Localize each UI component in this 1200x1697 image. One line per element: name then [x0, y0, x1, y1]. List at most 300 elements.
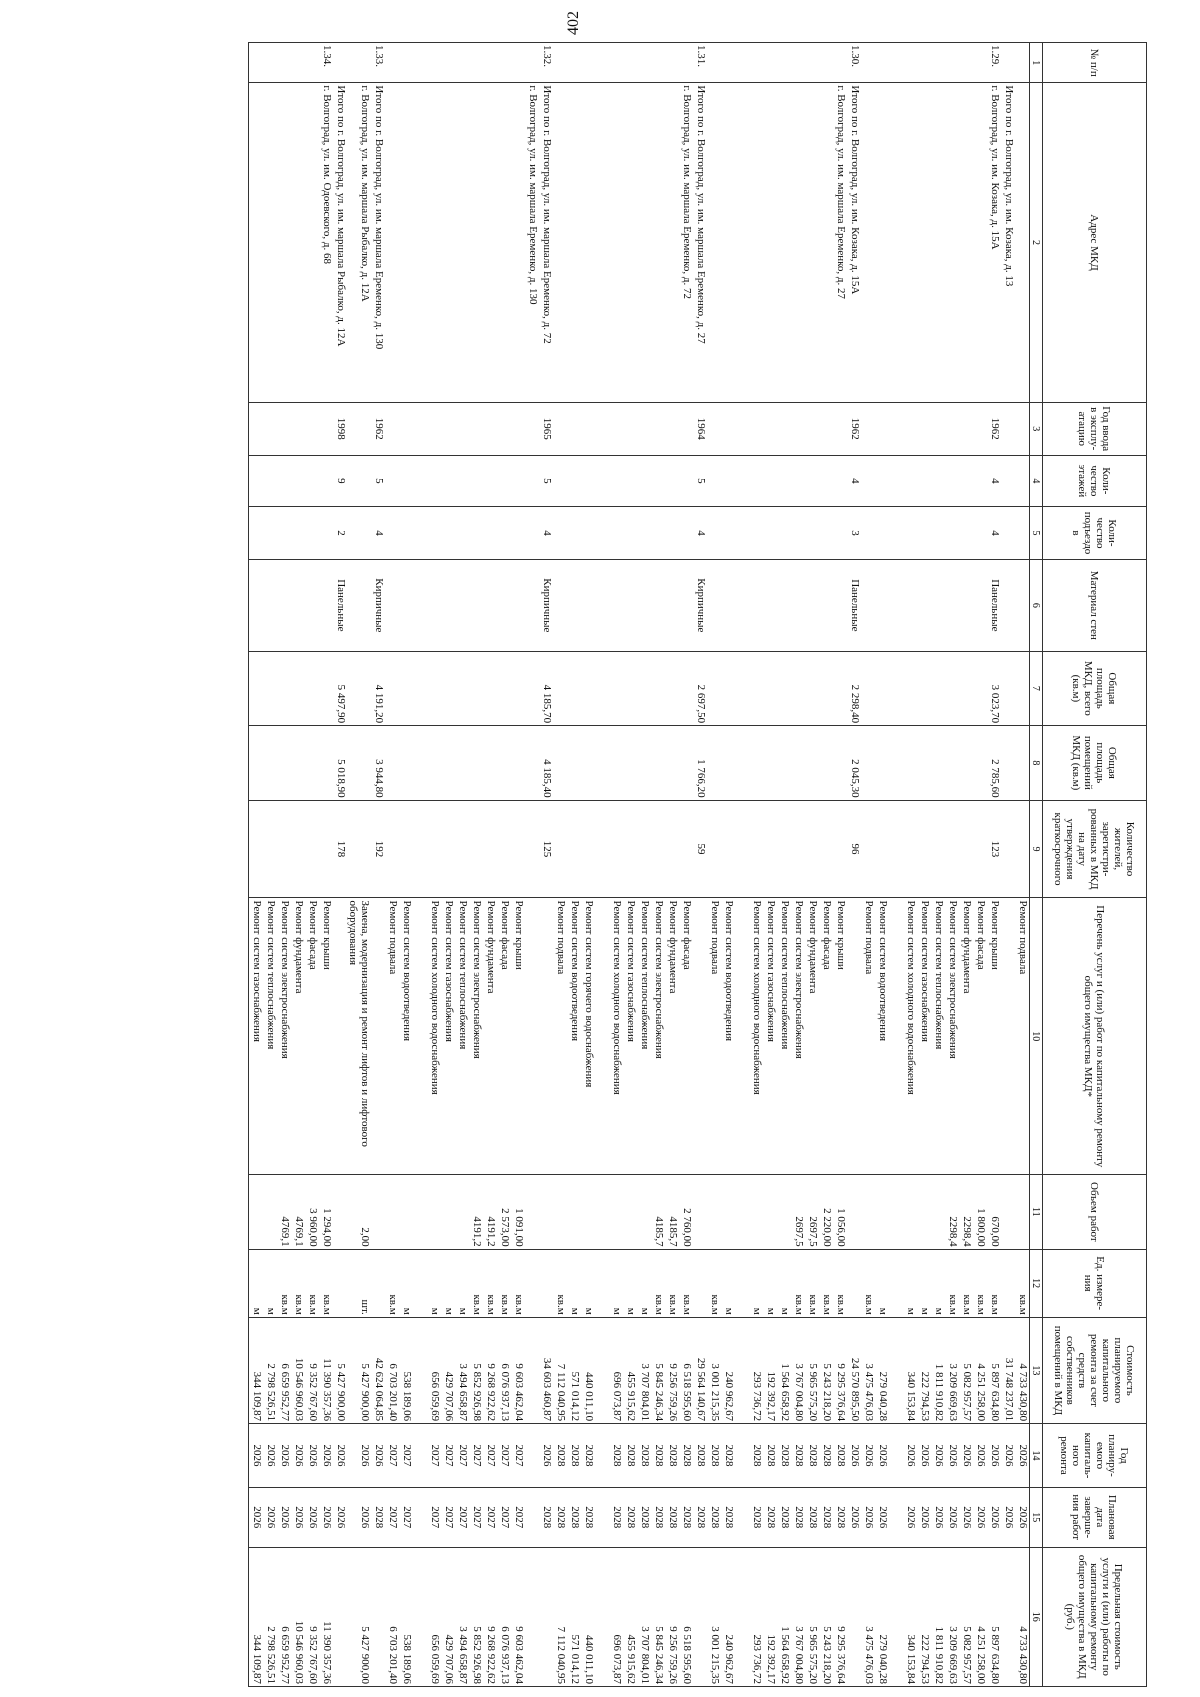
table-row — [385, 43, 553, 1687]
work-cost: 3 707 804,01 — [639, 1363, 651, 1422]
work-volume — [249, 1177, 263, 1246]
work-limit: 279 040,28 — [877, 1634, 889, 1684]
work-limit — [539, 1550, 553, 1684]
work-year: 2028 — [653, 1444, 665, 1467]
work-volume-cell — [861, 1175, 1001, 1249]
col-number: 11 — [1030, 1175, 1043, 1249]
work-year: 2028 — [709, 1444, 721, 1467]
work-name-cell — [385, 898, 553, 1175]
area-rooms: 2 045,30 — [707, 726, 861, 800]
work-unit: кв.м — [975, 1294, 987, 1315]
work-unit-cell — [249, 1249, 334, 1317]
work-cost — [889, 1320, 903, 1421]
year-built: 1965 — [385, 402, 553, 455]
work-end-date: 2026 — [905, 1506, 917, 1529]
wall-material: Кирпичные — [385, 560, 553, 652]
work-unit-cell — [861, 1249, 1001, 1317]
work-year: 2027 — [443, 1444, 455, 1467]
work-year: 2028 — [765, 1444, 777, 1467]
work-volume — [917, 1177, 931, 1246]
work-cost: 34 603 460,87 — [541, 1357, 553, 1422]
work-end-date: 2026 — [933, 1506, 945, 1529]
work-cost: 5 427 900,00 — [335, 1363, 347, 1422]
work-name: Ремонт фасада — [499, 900, 511, 970]
work-year: 2026 — [251, 1444, 263, 1467]
work-name: Ремонт систем теплоснабжения — [779, 900, 791, 1050]
area-total — [1001, 651, 1030, 725]
work-name: Ремонт фундамента — [807, 900, 819, 994]
entrances-count: 4 — [553, 506, 707, 559]
work-name: Ремонт систем холодного водоснабжения — [611, 900, 623, 1095]
work-name: Ремонт фасада — [681, 900, 693, 970]
work-year: 2026 — [321, 1444, 333, 1467]
col-header-10: Перечень услуг и (или) работ по капитальному ремонту общего имущества МКД* — [1043, 898, 1147, 1175]
residents-count: 192 — [347, 800, 385, 898]
work-name: Ремонт систем теплоснабжения — [265, 900, 277, 1050]
col-header-8: Общая площадь помещений МКД (кв.м) — [1043, 726, 1147, 800]
work-cost: 340 153,84 — [905, 1371, 917, 1422]
work-volume — [333, 1177, 347, 1246]
work-year: 2028 — [807, 1444, 819, 1467]
work-end-date: 2028 — [695, 1506, 707, 1529]
work-end-date: 2026 — [321, 1506, 333, 1529]
work-volume — [553, 1177, 567, 1246]
work-volume — [847, 1177, 861, 1246]
work-limit: 240 962,67 — [723, 1634, 735, 1684]
address-line: Итого по г. Волгоград, ул. им. Козака, д. 15А — [849, 85, 861, 295]
work-year: 2026 — [863, 1444, 875, 1467]
work-limit: 6 076 937,13 — [499, 1626, 511, 1684]
work-volume-cell — [385, 1175, 553, 1249]
work-volume — [441, 1177, 455, 1246]
work-year: 2027 — [499, 1444, 511, 1467]
work-limit: 3 001 215,35 — [709, 1626, 721, 1684]
work-unit: кв.м — [471, 1294, 483, 1315]
work-limit — [595, 1550, 609, 1684]
work-year-cell — [861, 1424, 1001, 1488]
residents-count: 59 — [553, 800, 707, 898]
work-unit: кв.м — [863, 1294, 875, 1315]
work-end-date: 2026 — [1003, 1506, 1015, 1529]
work-year: 2027 — [387, 1444, 399, 1467]
work-name: Ремонт систем водоотведения — [723, 900, 735, 1042]
work-limit: 5 427 900,00 — [359, 1626, 371, 1684]
work-end-date: 2026 — [961, 1506, 973, 1529]
work-name: Ремонт фасада — [821, 900, 833, 970]
work-volume — [693, 1177, 707, 1246]
area-total: 4 185,70 — [385, 651, 553, 725]
table-row — [1001, 43, 1030, 1687]
work-volume — [595, 1177, 609, 1246]
work-end-date-cell — [553, 1487, 707, 1547]
work-year: 2026 — [989, 1444, 1001, 1467]
work-name: Ремонт крыши — [321, 900, 333, 970]
work-name: Ремонт фундамента — [485, 900, 497, 994]
work-volume: 1 294,00 — [321, 1208, 333, 1247]
work-end-date: 2026 — [293, 1506, 305, 1529]
work-volume — [903, 1177, 917, 1246]
wall-material: Панельные — [861, 560, 1001, 652]
work-name: Ремонт крыши — [513, 900, 525, 970]
work-cost — [735, 1320, 749, 1421]
work-name: Ремонт систем холодного водоснабжения — [905, 900, 917, 1095]
work-limit: 571 014,12 — [569, 1634, 581, 1684]
work-limit: 9 603 462,04 — [513, 1626, 525, 1684]
col-header-14: Год планиру-емого капиталь-ного ремонта — [1043, 1424, 1147, 1488]
col-header-5: Коли-чество подъездо в — [1043, 506, 1147, 559]
work-name: Ремонт систем газоснабжения — [919, 900, 931, 1042]
work-volume — [707, 1177, 721, 1246]
work-volume — [931, 1177, 945, 1246]
work-cost: 9 352 767,60 — [307, 1363, 319, 1422]
work-limit: 5 082 957,57 — [961, 1626, 973, 1684]
col-header-7: Общая площадь МКД, всего (кв.м) — [1043, 651, 1147, 725]
work-limit: 3 494 658,87 — [457, 1626, 469, 1684]
work-cost: 440 011,10 — [583, 1372, 595, 1422]
work-year: 2028 — [667, 1444, 679, 1467]
work-year: 2028 — [793, 1444, 805, 1467]
work-limit: 696 073,87 — [611, 1634, 623, 1684]
work-end-date: 2026 — [989, 1506, 1001, 1529]
work-year: 2026 — [1017, 1444, 1029, 1467]
year-built: 1998 — [333, 402, 347, 455]
work-end-date: 2027 — [443, 1506, 455, 1529]
work-year: 2026 — [335, 1444, 347, 1467]
work-name — [371, 900, 385, 1172]
col-number: 1 — [1030, 43, 1043, 83]
work-end-date: 2027 — [457, 1506, 469, 1529]
work-year: 2026 — [373, 1444, 385, 1467]
work-year: 2026 — [293, 1444, 305, 1467]
work-limit-cell — [347, 1547, 385, 1686]
floors-count — [249, 455, 334, 506]
capital-repair-table — [248, 42, 1147, 1687]
work-cost: 42 624 064,85 — [373, 1357, 385, 1422]
work-limit: 192 392,17 — [765, 1634, 777, 1684]
work-cost: 9 603 462,04 — [513, 1363, 525, 1422]
work-limit: 9 352 767,60 — [307, 1626, 319, 1684]
col-header-4: Коли-чество этажей — [1043, 455, 1147, 506]
work-volume: 4185,7 — [653, 1216, 665, 1247]
floors-count: 5 — [385, 455, 553, 506]
address-line: Итого по г. Волгоград, ул. им. маршала Еременко, д. 130 — [373, 85, 385, 350]
work-unit: м — [457, 1307, 469, 1315]
work-limit-cell — [333, 1547, 347, 1686]
work-limit: 538 189,06 — [401, 1634, 413, 1684]
work-end-date: 2028 — [667, 1506, 679, 1529]
year-built: 1962 — [347, 402, 385, 455]
work-unit — [735, 1252, 749, 1315]
work-end-date: 2028 — [723, 1506, 735, 1529]
work-end-date: 2028 — [779, 1506, 791, 1529]
work-end-date: 2028 — [793, 1506, 805, 1529]
work-end-date: 2028 — [639, 1506, 651, 1529]
page-number: 402 — [565, 11, 582, 35]
work-unit: м — [919, 1307, 931, 1315]
address-line: г. Волгоград, ул. им. маршала Рыбалко, д. 12А — [359, 85, 371, 302]
work-name-cell — [861, 898, 1001, 1175]
work-unit: кв.м — [1017, 1294, 1029, 1315]
work-name: Ремонт систем теплоснабжения — [457, 900, 469, 1050]
work-limit — [1001, 1550, 1015, 1684]
work-cost: 344 109,87 — [251, 1371, 263, 1422]
work-end-date-cell — [385, 1487, 553, 1547]
work-cost-cell — [553, 1317, 707, 1423]
row-number: 1.33. — [347, 43, 385, 83]
work-cost: 24 570 895,50 — [849, 1357, 861, 1422]
work-cost — [525, 1320, 539, 1421]
work-unit: м — [779, 1307, 791, 1315]
work-limit: 3 767 004,80 — [793, 1626, 805, 1684]
work-cost: 7 112 040,95 — [555, 1363, 567, 1422]
work-volume — [455, 1177, 469, 1246]
work-limit — [889, 1550, 903, 1684]
work-name: Ремонт систем холодного водоснабжения — [751, 900, 763, 1095]
work-name: Ремонт фундамента — [961, 900, 973, 994]
work-volume — [749, 1177, 763, 1246]
col-number: 16 — [1030, 1547, 1043, 1686]
address-cell — [553, 83, 707, 402]
floors-count: 4 — [707, 455, 861, 506]
work-end-date: 2027 — [401, 1506, 413, 1529]
work-unit: м — [625, 1307, 637, 1315]
work-limit: 340 153,84 — [905, 1634, 917, 1684]
col-number: 13 — [1030, 1317, 1043, 1423]
entrances-count: 4 — [385, 506, 553, 559]
work-year: 2028 — [639, 1444, 651, 1467]
table-row — [249, 43, 334, 1687]
work-cost — [413, 1320, 427, 1421]
work-year — [889, 1426, 903, 1485]
work-year: 2028 — [751, 1444, 763, 1467]
work-end-date: 2028 — [611, 1506, 623, 1529]
work-end-date-cell — [333, 1487, 347, 1547]
address-line: г. Волгоград, ул. им. Одоевского, д. 68 — [321, 85, 333, 264]
work-end-date: 2028 — [583, 1506, 595, 1529]
row-number: 1.30. — [707, 43, 861, 83]
work-unit: м — [639, 1307, 651, 1315]
work-cost: 538 189,06 — [401, 1371, 413, 1422]
work-limit: 6 518 595,60 — [681, 1626, 693, 1684]
work-volume — [763, 1177, 777, 1246]
work-unit — [889, 1252, 903, 1315]
work-volume-cell — [1001, 1175, 1030, 1249]
work-cost: 571 014,12 — [569, 1371, 581, 1422]
table-row — [861, 43, 1001, 1687]
work-limit: 10 546 960,03 — [293, 1620, 305, 1684]
work-volume — [427, 1177, 441, 1246]
area-rooms: 4 185,40 — [385, 726, 553, 800]
address-line: г. Волгоград, ул. им. маршала Еременко, д. 72 — [681, 85, 693, 300]
address-cell — [333, 83, 347, 402]
work-year: 2028 — [779, 1444, 791, 1467]
work-name-cell — [249, 898, 334, 1175]
work-limit: 5 897 634,80 — [989, 1626, 1001, 1684]
col-number: 3 — [1030, 402, 1043, 455]
work-year: 2026 — [359, 1444, 371, 1467]
col-number: 14 — [1030, 1424, 1043, 1488]
area-total: 2 298,40 — [707, 651, 861, 725]
col-header-3: Год ввода в эксплу-атацию — [1043, 402, 1147, 455]
work-volume: 2697,5 — [793, 1216, 805, 1247]
work-end-date: 2026 — [947, 1506, 959, 1529]
work-year: 2028 — [681, 1444, 693, 1467]
work-year: 2028 — [611, 1444, 623, 1467]
work-cost: 240 962,67 — [723, 1371, 735, 1422]
work-limit: 656 059,69 — [429, 1634, 441, 1684]
work-year: 2026 — [919, 1444, 931, 1467]
work-volume — [385, 1177, 399, 1246]
residents-count — [1001, 800, 1030, 898]
work-year: 2028 — [821, 1444, 833, 1467]
work-cost: 5 852 926,98 — [471, 1363, 483, 1422]
work-unit: кв.м — [709, 1294, 721, 1315]
work-limit: 4 733 430,80 — [1017, 1626, 1029, 1684]
work-year — [413, 1426, 427, 1485]
work-name — [847, 900, 861, 1172]
work-volume — [889, 1177, 903, 1246]
work-end-date-cell — [249, 1487, 334, 1547]
entrances-count — [1001, 506, 1030, 559]
work-cost: 31 748 237,01 — [1003, 1357, 1015, 1422]
work-limit: 6 703 201,40 — [387, 1626, 399, 1684]
work-unit: шт. — [359, 1299, 371, 1315]
work-unit: кв.м — [279, 1294, 291, 1315]
work-cost: 293 736,72 — [751, 1371, 763, 1422]
work-name: Ремонт систем электроснабжения — [947, 900, 959, 1059]
table-row — [347, 43, 385, 1687]
area-total: 4 191,20 — [347, 651, 385, 725]
work-volume: 2,00 — [359, 1227, 371, 1247]
work-year: 2028 — [695, 1444, 707, 1467]
area-rooms: 3 944,80 — [347, 726, 385, 800]
work-limit: 5 965 575,20 — [807, 1626, 819, 1684]
col-number: 15 — [1030, 1487, 1043, 1547]
work-end-date — [595, 1490, 609, 1545]
work-end-date: 2026 — [251, 1506, 263, 1529]
work-name — [693, 900, 707, 1172]
work-end-date: 2028 — [555, 1506, 567, 1529]
work-cost: 5 427 900,00 — [359, 1363, 371, 1422]
work-cost: 3 767 004,80 — [793, 1363, 805, 1422]
work-year: 2028 — [625, 1444, 637, 1467]
work-limit: 3 707 804,01 — [639, 1626, 651, 1684]
work-unit: кв.м — [961, 1294, 973, 1315]
row-number: 1.34. — [249, 43, 334, 83]
work-name: Ремонт систем электроснабжения — [471, 900, 483, 1059]
work-unit-cell — [347, 1249, 385, 1317]
work-cost: 6 659 952,77 — [279, 1363, 291, 1422]
floors-count: 5 — [553, 455, 707, 506]
work-limit: 9 256 759,26 — [667, 1626, 679, 1684]
row-number — [333, 43, 347, 83]
work-limit: 2 798 526,51 — [265, 1626, 277, 1684]
work-end-date — [413, 1490, 427, 1545]
work-limit: 7 112 040,95 — [555, 1626, 567, 1684]
wall-material — [1001, 560, 1030, 652]
work-name: Ремонт систем электроснабжения — [793, 900, 805, 1059]
work-name: Ремонт систем газоснабжения — [625, 900, 637, 1042]
col-header-13: Стоимость планируемого капитального ремонта за счет средств собственников помещений в МКД — [1043, 1317, 1147, 1423]
work-limit — [847, 1550, 861, 1684]
work-cost: 2 798 526,51 — [265, 1363, 277, 1422]
work-cost: 222 794,53 — [919, 1371, 931, 1422]
work-name: Ремонт подвала — [709, 900, 721, 975]
work-cost: 5 965 575,20 — [807, 1363, 819, 1422]
work-name — [539, 900, 553, 1172]
work-name: Ремонт подвала — [555, 900, 567, 975]
work-cost: 5 845 246,34 — [653, 1363, 665, 1422]
work-unit: кв.м — [307, 1294, 319, 1315]
work-volume — [861, 1177, 875, 1246]
work-volume: 4191,2 — [471, 1216, 483, 1247]
work-cost: 656 059,69 — [429, 1371, 441, 1422]
work-limit: 11 390 357,36 — [321, 1621, 333, 1684]
work-limit: 222 794,53 — [919, 1634, 931, 1684]
work-name: Ремонт крыши — [989, 900, 1001, 970]
work-year-cell — [707, 1424, 861, 1488]
work-limit: 9 268 922,62 — [485, 1626, 497, 1684]
entrances-count: 4 — [347, 506, 385, 559]
work-end-date: 2028 — [681, 1506, 693, 1529]
year-built: 1964 — [553, 402, 707, 455]
work-name: Ремонт систем водоотведения — [877, 900, 889, 1042]
work-volume-cell — [347, 1175, 385, 1249]
work-year-cell — [385, 1424, 553, 1488]
year-built: 1962 — [861, 402, 1001, 455]
work-unit: м — [443, 1307, 455, 1315]
work-name-cell — [333, 898, 347, 1175]
work-cost: 5 897 634,80 — [989, 1363, 1001, 1422]
entrances-count: 4 — [861, 506, 1001, 559]
work-unit: кв.м — [653, 1294, 665, 1315]
work-year: 2027 — [457, 1444, 469, 1467]
work-name — [735, 900, 749, 1172]
work-year — [595, 1426, 609, 1485]
work-limit: 5 243 218,20 — [821, 1626, 833, 1684]
work-unit: кв.м — [793, 1294, 805, 1315]
page-number-area — [0, 1, 1200, 41]
row-number: 1.32. — [385, 43, 553, 83]
rotated-table-container — [42, 42, 1147, 1687]
work-end-date: 2026 — [307, 1506, 319, 1529]
col-header-16: Предельная стоимость услуги и (или) работы по капитальному ремонту общего имущества в МКД (руб.) — [1043, 1547, 1147, 1686]
work-limit: 344 109,87 — [251, 1634, 263, 1684]
work-year-cell — [1001, 1424, 1030, 1488]
col-number: 8 — [1030, 726, 1043, 800]
work-unit — [595, 1252, 609, 1315]
work-unit — [525, 1252, 539, 1315]
work-name: Ремонт систем газоснабжения — [251, 900, 263, 1042]
work-end-date-cell — [707, 1487, 861, 1547]
work-year: 2027 — [485, 1444, 497, 1467]
work-unit: м — [751, 1307, 763, 1315]
col-number: 9 — [1030, 800, 1043, 898]
work-name: Ремонт фундамента — [667, 900, 679, 994]
work-year: 2026 — [307, 1444, 319, 1467]
work-end-date — [735, 1490, 749, 1545]
work-unit: кв.м — [807, 1294, 819, 1315]
work-year-cell — [333, 1424, 347, 1488]
work-volume: 2 573,00 — [499, 1208, 511, 1247]
work-unit: кв.м — [499, 1294, 511, 1315]
work-end-date — [889, 1490, 903, 1545]
work-year: 2026 — [961, 1444, 973, 1467]
work-cost-cell — [1001, 1317, 1030, 1423]
work-name: Ремонт систем газоснабжения — [443, 900, 455, 1042]
wall-material: Панельные — [333, 560, 347, 652]
work-name — [413, 900, 427, 1172]
